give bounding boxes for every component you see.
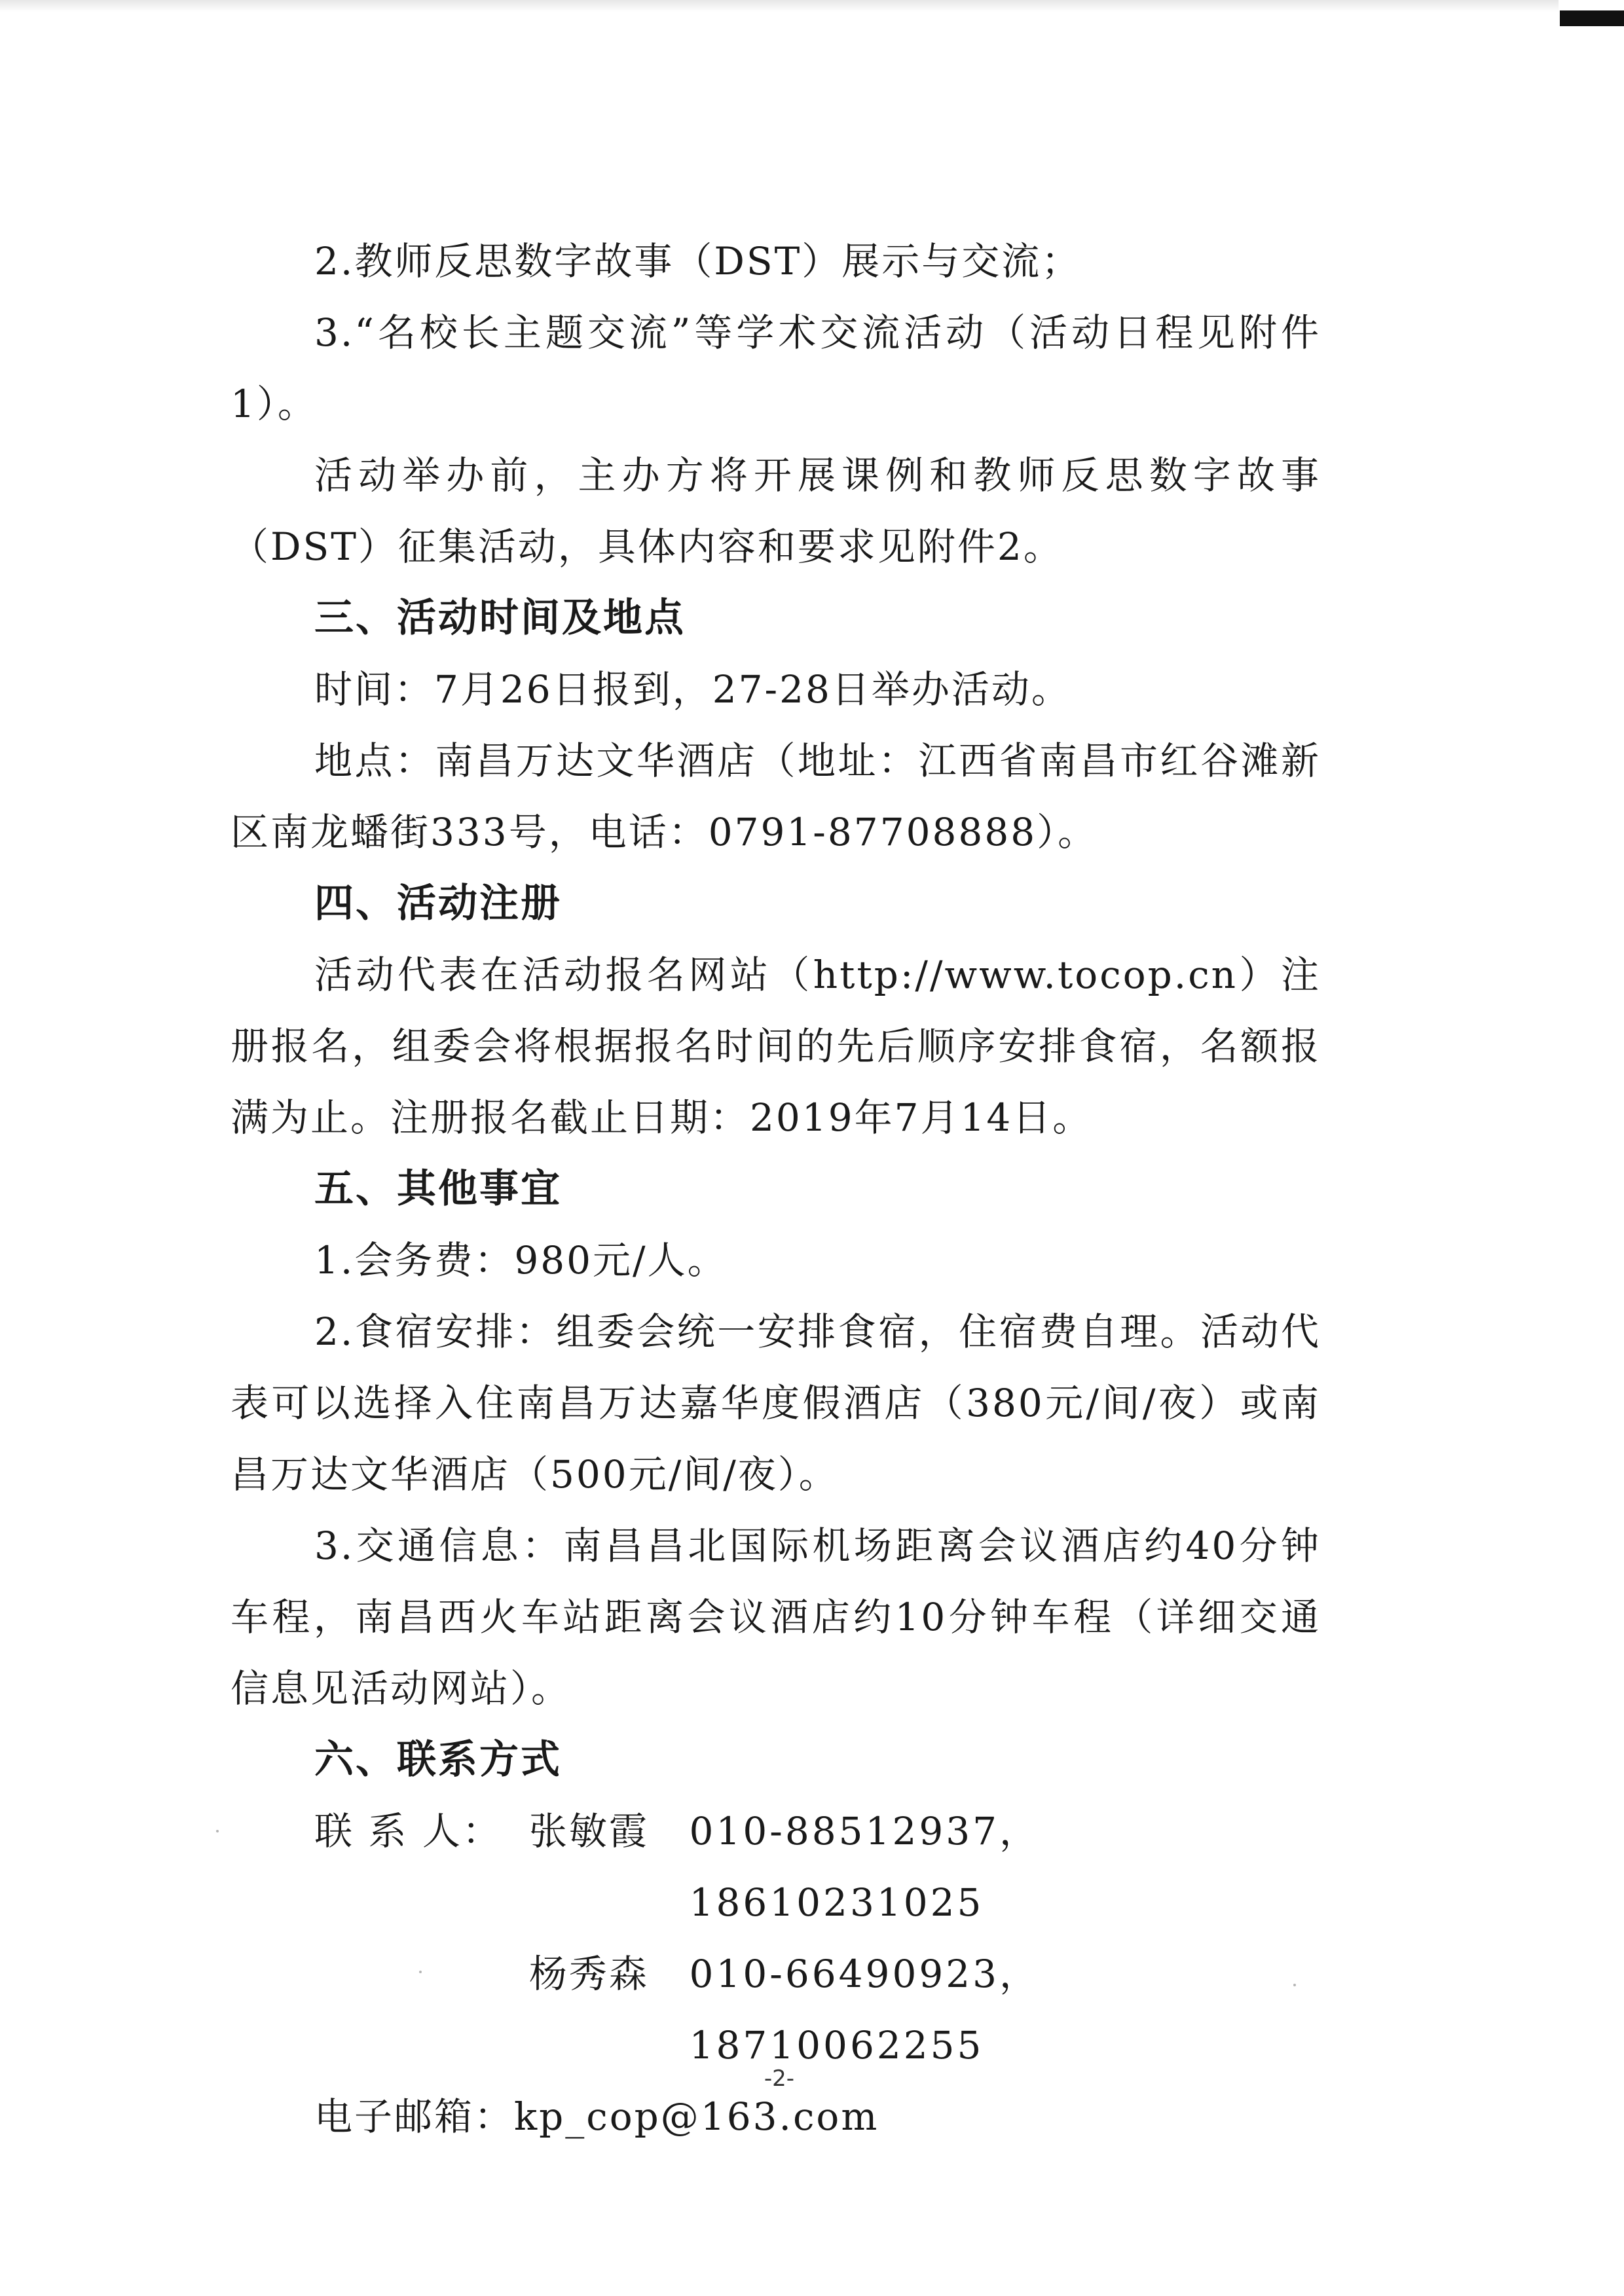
contact-row-2: [231, 1939, 1321, 2081]
paragraph-fee: 1.会务费：980元/人。: [314, 1238, 728, 1283]
section-heading-other: 五、其他事宜: [314, 1166, 562, 1212]
paragraph-collection-activity: 活动举办前，主办方将开展课例和教师反思数字故事（DST）征集活动，具体内容和要求见附件2。: [231, 453, 1321, 569]
paragraph-registration: 活动代表在活动报名网站（http://www.tocop.cn）注册报名，组委会将根据报名时间的先后顺序安排食宿，名额报满为止。注册报名截止日期：2019年7月14日。: [231, 953, 1321, 1140]
paragraph-transport: 3.交通信息：南昌昌北国际机场距离会议酒店约40分钟车程，南昌西火车站距离会议酒店约10分钟车程（详细交通信息见活动网站）。: [231, 1523, 1321, 1711]
scan-speck: [419, 1971, 422, 1973]
document-body: [231, 226, 1321, 2153]
paragraph-time: 时间：7月26日报到，27-28日举办活动。: [314, 667, 1071, 712]
contact-name: 杨秀森: [528, 1952, 649, 1996]
page-number: -2-: [764, 2066, 795, 2092]
section-heading-registration: 四、活动注册: [314, 881, 562, 926]
contact-label: 联 系 人：: [314, 1809, 502, 1853]
contact-name: 张敏霞: [528, 1809, 649, 1853]
paragraph-place: 地点：南昌万达文华酒店（地址：江西省南昌市红谷滩新区南龙蟠街333号，电话：0791-87708888）。: [231, 738, 1321, 854]
scan-speck: [216, 1830, 219, 1832]
scan-speck: [1293, 1984, 1296, 1986]
contact-phone: 010-88512937，18610231025: [689, 1809, 1041, 1925]
paragraph-item-3: 3.“名校长主题交流”等学术交流活动（活动日程见附件1）。: [231, 310, 1321, 426]
section-heading-time-place: 三、活动时间及地点: [314, 595, 686, 641]
scan-mark: [1560, 10, 1624, 26]
paragraph-accommodation: 2.食宿安排：组委会统一安排食宿，住宿费自理。活动代表可以选择入住南昌万达嘉华度假酒店（380元/间/夜）或南昌万达文华酒店（500元/间/夜）。: [231, 1309, 1321, 1497]
contact-label-spacer: [314, 1939, 529, 2081]
contact-row-1: [231, 1796, 1321, 1939]
section-heading-contact: 六、联系方式: [314, 1737, 562, 1783]
contact-phone: 010-66490923，18710062255: [689, 1952, 1041, 2068]
contact-email: 电子邮箱：kp_cop@163.com: [314, 2094, 879, 2139]
scan-edge: [0, 0, 1559, 12]
paragraph-item-2: 2.教师反思数字故事（DST）展示与交流；: [314, 239, 1082, 283]
